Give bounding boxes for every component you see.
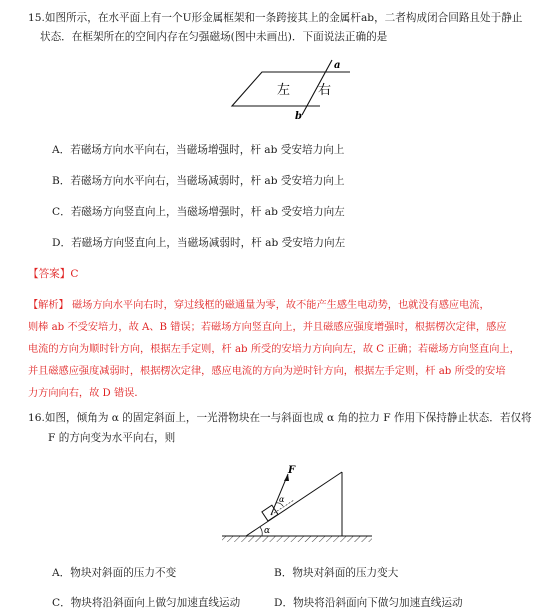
- figure-label-left: 左: [277, 83, 291, 98]
- q15-explain-line: 并且磁感应强度减弱时，根据楞次定律，感应电流的方向为逆时针方向，根据左手定则，杆 ab 所受的安培: [28, 366, 506, 377]
- q15-stem-line1: 15.如图所示，在水平面上有一个U形金属框架和一条跨接其上的金属杆ab，二者构成闭合回路且处于静止: [28, 12, 523, 24]
- q15-explain-line: 电流的方向为顺时针方向，根据左手定则，杆 ab 所受的安培力方向向左，故 C 正确；若磁场方向竖直向上，: [28, 344, 520, 355]
- q16-option-b: B．物块对斜面的压力变大: [274, 567, 399, 579]
- q16-option-a: A．物块对斜面的压力不变: [52, 567, 177, 579]
- q15-explain-line: 力方向向右，故 D 错误．: [28, 388, 145, 399]
- q15-answer: 【答案】C: [28, 268, 79, 280]
- q15-explain-line: 则棒 ab 不受安培力，故 A、B 错误；若磁场方向竖直向上，并且磁感应强度增强时，根据楞次定律，感应: [28, 322, 507, 333]
- q15-option-c: C．若磁场方向竖直向上，当磁场增强时，杆 ab 受安培力向左: [52, 206, 345, 218]
- q16-option-c: C．物块将沿斜面向上做匀加速直线运动: [52, 597, 241, 609]
- q16-stem-line2: F 的方向变为水平向右，则: [48, 432, 176, 444]
- q15-option-b: B．若磁场方向水平向右，当磁场减弱时，杆 ab 受安培力向上: [52, 175, 345, 187]
- figure-label-a: a: [334, 60, 341, 71]
- block: [262, 505, 278, 521]
- angle-arc-bottom: [260, 527, 262, 536]
- q15-option-d: D．若磁场方向竖直向上，当磁场减弱时，杆 ab 受安培力向左: [52, 237, 346, 249]
- q15-explain-line: 【解析】 磁场方向水平向右时，穿过线框的磁通量为零，故不能产生感生电动势，也就没有感应电流，: [28, 300, 490, 311]
- figure-label-alpha-top: α: [279, 495, 285, 504]
- q16-stem-line1: 16.如图，倾角为 α 的固定斜面上，一光滑物块在一与斜面也成 α 角的拉力 F 作用下保持静止状态．若仅将: [28, 412, 532, 424]
- incline-line: [246, 472, 342, 536]
- ground-hatch: [222, 536, 372, 542]
- figure-label-F: F: [288, 465, 296, 476]
- figure-label-alpha-bottom: α: [264, 526, 271, 536]
- figure-label-b: b: [295, 111, 302, 120]
- q16-option-d: D．物块将沿斜面向下做匀加速直线运动: [274, 597, 463, 609]
- q15-option-a: A．若磁场方向水平向右，当磁场增强时，杆 ab 受安培力向上: [52, 144, 345, 156]
- q15-stem-line2: 状态．在框架所在的空间内存在匀强磁场(图中未画出)．下面说法正确的是: [40, 31, 388, 43]
- q15-figure: [222, 58, 362, 120]
- figure-label-right: 右: [318, 83, 332, 98]
- u-frame: [232, 72, 350, 106]
- q16-figure: [222, 462, 372, 544]
